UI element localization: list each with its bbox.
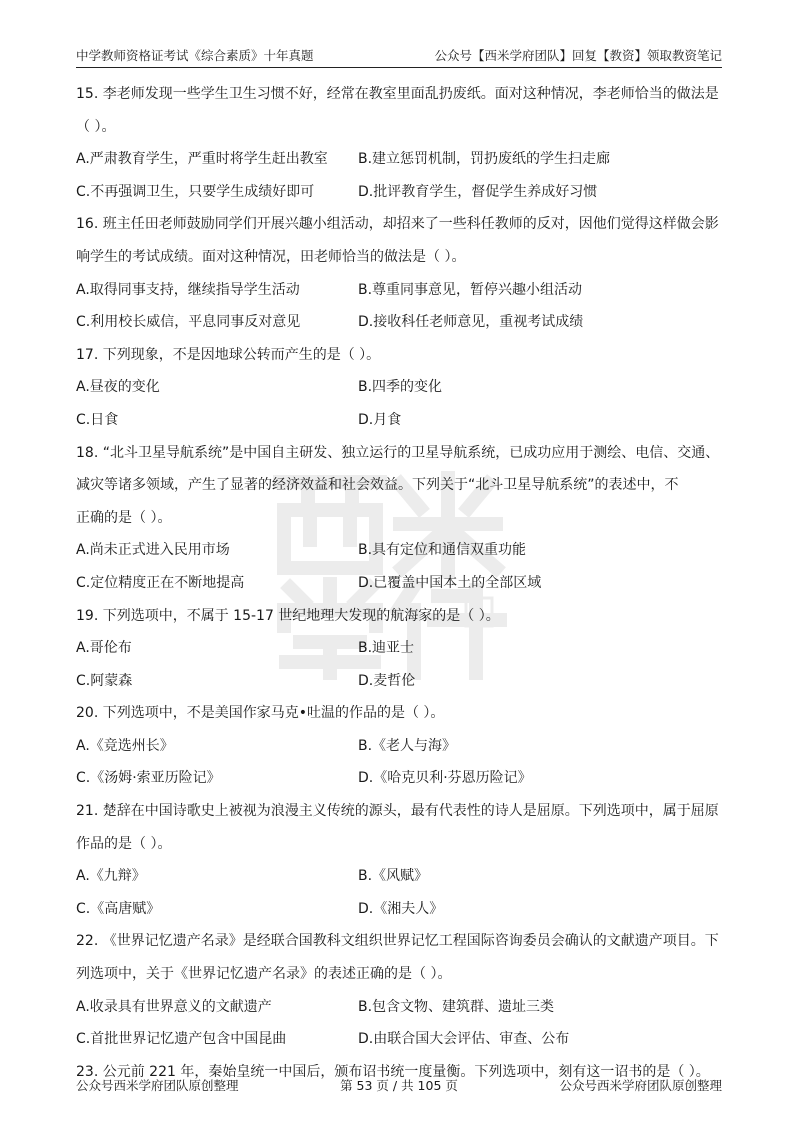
option-c: C.利用校长威信，平息同事反对意见 <box>76 314 301 331</box>
option-b: B.建立惩罚机制，罚扔废纸的学生扫走廊 <box>358 151 611 168</box>
options-row <box>76 143 726 176</box>
options-row <box>76 730 726 763</box>
question-item <box>76 925 726 1055</box>
question-stem-line: 21. 楚辞在中国诗歌史上被视为浪漫主义传统的源头，最有代表性的诗人是屈原。下列选项中，属于屈原 <box>76 803 719 820</box>
option-b: B.《风赋》 <box>358 868 429 885</box>
option-b: B.尊重同事意见，暂停兴趣小组活动 <box>358 281 583 298</box>
question-stem-line: 22. 《世界记忆遗产名录》是经联合国教科文组织世界记忆工程国际咨询委员会确认的文献遗产项目。下 <box>76 933 719 950</box>
option-d: D.批评教育学生，督促学生养成好习惯 <box>358 183 598 200</box>
option-d: D.麦哲伦 <box>358 672 416 689</box>
options-row <box>76 991 726 1024</box>
option-a: A.尚未正式进入民用市场 <box>76 542 230 559</box>
question-stem-line: 18. “北斗卫星导航系统”是中国自主研发、独立运行的卫星导航系统，已成功应用于测绘、电信、交通、 <box>76 444 720 461</box>
question-stem-line: 响学生的考试成绩。面对这种情况，田老师恰当的做法是（ ）。 <box>76 248 466 265</box>
options-row <box>76 274 726 307</box>
option-c: C.首批世界记忆遗产包含中国昆曲 <box>76 1031 287 1048</box>
option-a: A.严肃教育学生，严重时将学生赶出教室 <box>76 151 328 168</box>
question-stem-line: 19. 下列选项中，不属于 15-17 世纪地理大发现的航海家的是（ ）。 <box>76 607 500 624</box>
options-row <box>76 534 726 567</box>
options-row <box>76 1023 726 1056</box>
question-item <box>76 78 726 208</box>
question-stem-line: 23. 公元前 221 年，秦始皇统一中国后，颁布诏书统一度量衡。下列选项中，刻有这一诏书的是（ ）。 <box>76 1063 710 1080</box>
question-item <box>76 208 726 338</box>
option-c: C.不再强调卫生，只要学生成绩好即可 <box>76 183 315 200</box>
footer-left: 公众号西米学府团队原创整理 <box>76 1078 239 1093</box>
question-stem-line: 减灾等诸多领域，产生了显著的经济效益和社会效益。下列关于“北斗卫星导航系统”的表述中，不 <box>76 477 679 494</box>
options-row <box>76 404 726 437</box>
options-row <box>76 567 726 600</box>
footer-right: 公众号西米学府团队原创整理 <box>559 1078 722 1093</box>
question-stem-line: 15. 李老师发现一些学生卫生习惯不好，经常在教室里面乱扔废纸。面对这种情况，李老师恰当的做法是 <box>76 86 719 102</box>
question-stem-line: （ ）。 <box>76 118 116 135</box>
page-header <box>76 44 722 68</box>
option-d: D.由联合国大会评估、审查、公布 <box>358 1031 570 1048</box>
option-c: C.日食 <box>76 411 119 428</box>
question-item <box>76 600 726 698</box>
option-d: D.《湘夫人》 <box>358 900 444 917</box>
option-c: C.定位精度正在不断地提高 <box>76 574 245 591</box>
option-b: B.迪亚士 <box>358 640 415 657</box>
question-item <box>76 795 726 925</box>
options-row <box>76 306 726 339</box>
option-a: A.哥伦布 <box>76 640 132 657</box>
options-row <box>76 632 726 665</box>
options-row <box>76 176 726 209</box>
option-d: D.接收科任老师意见，重视考试成绩 <box>358 314 584 331</box>
option-b: B.包含文物、建筑群、遗址三类 <box>358 998 555 1015</box>
option-b: B.《老人与海》 <box>358 737 457 754</box>
options-row <box>76 893 726 926</box>
option-a: A.《九辩》 <box>76 868 146 885</box>
page-number: 第 53 页 / 共 105 页 <box>340 1078 458 1093</box>
option-d: D.已覆盖中国本土的全部区域 <box>358 574 542 591</box>
question-stem-line: 正确的是（ ）。 <box>76 509 172 526</box>
question-stem-line: 作品的是（ ）。 <box>76 835 172 852</box>
options-row <box>76 371 726 404</box>
option-a: A.收录具有世界意义的文献遗产 <box>76 998 272 1015</box>
question-item <box>76 697 726 795</box>
question-stem-line: 列选项中，关于《世界记忆遗产名录》的表述正确的是（ ）。 <box>76 966 452 983</box>
question-item <box>76 437 726 600</box>
header-left-title: 中学教师资格证考试《综合素质》十年真题 <box>76 48 314 63</box>
option-d: D.《哈克贝利·芬恩历险记》 <box>358 770 532 787</box>
page-footer <box>76 1076 722 1094</box>
options-row <box>76 860 726 893</box>
option-b: B.具有定位和通信双重功能 <box>358 542 527 559</box>
option-c: C.阿蒙森 <box>76 672 133 689</box>
option-a: A.昼夜的变化 <box>76 379 160 396</box>
option-a: A.取得同事支持，继续指导学生活动 <box>76 281 300 298</box>
question-list <box>76 78 726 1088</box>
option-c: C.《高唐赋》 <box>76 900 161 917</box>
options-row <box>76 665 726 698</box>
question-stem-line: 16. 班主任田老师鼓励同学们开展兴趣小组活动，却招来了一些科任教师的反对，因他们觉得这样做会影 <box>76 216 719 233</box>
option-a: A.《竞选州长》 <box>76 737 174 754</box>
option-c: C.《汤姆·索亚历险记》 <box>76 770 221 787</box>
option-d: D.月食 <box>358 411 402 428</box>
options-row <box>76 762 726 795</box>
header-right-note: 公众号【西米学府团队】回复【教资】领取教资笔记 <box>434 48 722 63</box>
question-stem-line: 20. 下列选项中，不是美国作家马克•吐温的作品的是（ ）。 <box>76 705 445 722</box>
question-stem-line: 17. 下列现象，不是因地球公转而产生的是（ ）。 <box>76 346 381 363</box>
option-b: B.四季的变化 <box>358 379 443 396</box>
question-item <box>76 339 726 437</box>
